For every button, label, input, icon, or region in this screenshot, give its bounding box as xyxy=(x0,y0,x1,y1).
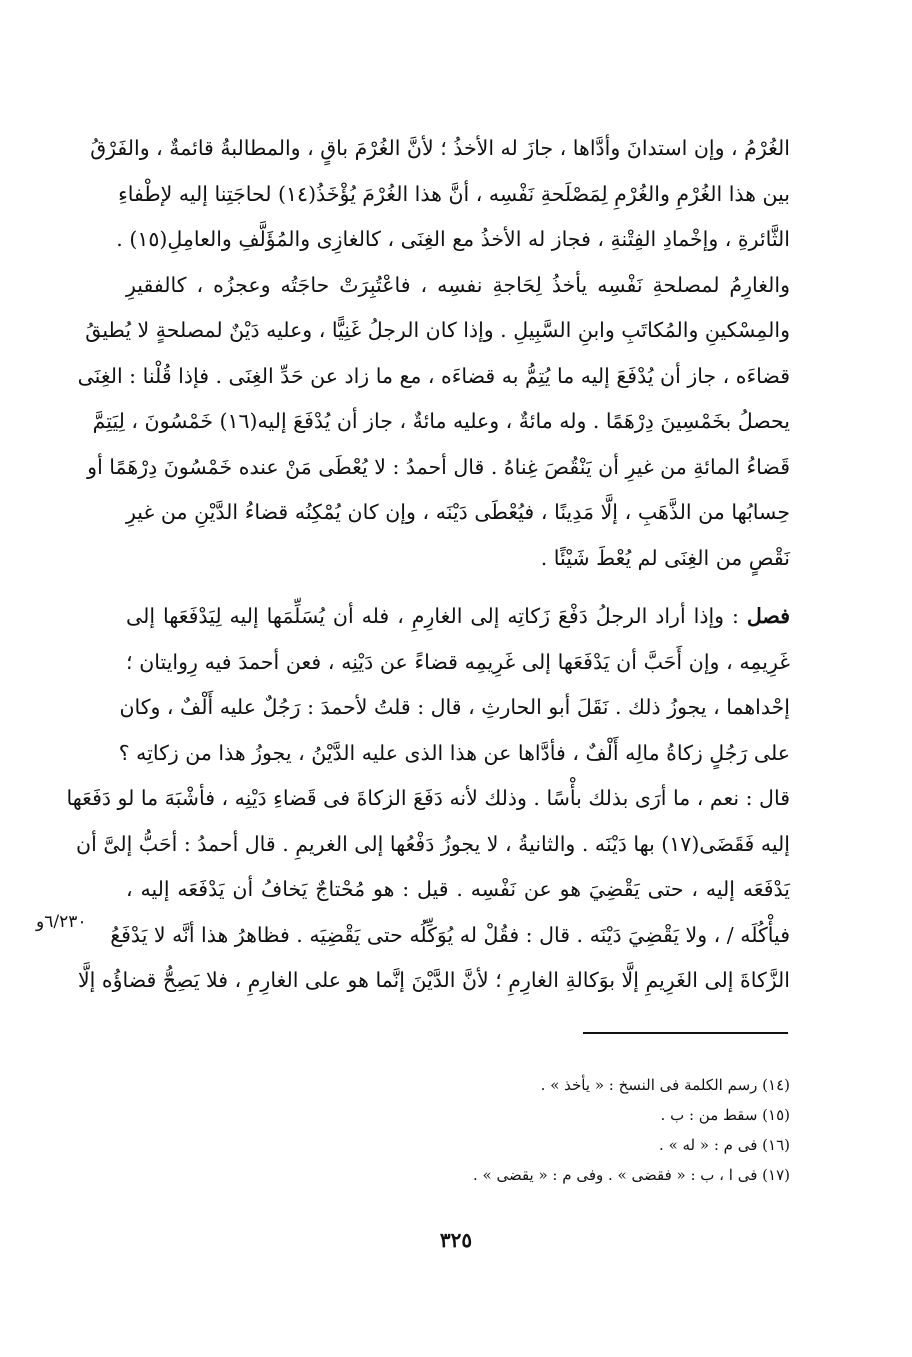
text-line: الزَّكاةَ إلى الغَرِيمِ إلَّا بوَكالةِ الغارِمِ ؛ لأنَّ الدَّيْنَ إنَّما هو على الغارِمِ ، فلا يَصِحُّ قضاؤُه إلَّا xyxy=(77,968,790,992)
text-line: والمِسْكينِ والمُكاتَبِ وابنِ السَّبِيلِ . وإذا كان الرجلُ غَنِيًّا ، وعليه دَيْنٌ لمصلحةٍ لا يُطيقُ xyxy=(85,318,790,342)
main-paragraph-2 xyxy=(66,594,790,1004)
text-line xyxy=(126,594,790,640)
footnote: (١٦) فى م : « له » . xyxy=(659,1136,790,1154)
main-paragraph-1 xyxy=(77,126,790,581)
text-line: نَقْصٍ من الغِنَى لم يُعْطَ شَيْئًا . xyxy=(540,545,790,570)
text-line: حِسابُها من الذَّهَبِ ، إلَّا مَدِينًا ، فيُعْطَى دَيْنَه ، وإن كان يُمْكِنُه قضاءُ الدَّيْنِ من غيرِ xyxy=(126,500,790,524)
text-line: إليه فَقَضَى(١٧) بها دَيْنَه . والثانيةُ ، لا يجوزُ دَفْعُها إلى الغريمِ . قال أحمدُ : أحَبُّ إلىَّ أن xyxy=(76,831,790,856)
footnote: (١٧) فى ا ، ب : « فقضى » . وفى م : « يقضى » . xyxy=(472,1166,790,1184)
text-line: يحصلُ بخَمْسِينَ دِرْهَمًا . وله مائةٌ ، وعليه مائةٌ ، جاز أن يُدْفَعَ إليه(١٦) خَمْسُونَ ، لِيَتِمَّ xyxy=(92,409,790,433)
text-line: الثَّائرةِ ، وإخْمادِ الفِتْنةِ ، فجاز له الأخذُ مع الغِنَى ، كالغازِى والمُؤَلَّفِ والعامِلِ(١٥) . xyxy=(116,227,790,251)
text-line: إحْداهما ، يجوزُ ذلك . نَقَلَ أبو الحارثِ ، قال : قلتُ لأحمدَ : رَجُلٌ عليه أَلْفٌ ، وكان xyxy=(119,695,790,719)
text-line: قال : نعم ، ما أرَى بذلك بأْسًا . وذلك لأنه دَفَعَ الزكاةَ فى قَضاءِ دَيْنِه ، فأشْبَهَ ما لو دَفَعَها xyxy=(66,786,790,810)
footnote-divider xyxy=(583,1032,788,1034)
text-line: والغارِمُ لمصلحةِ نَفْسِه يأخذُ لِحَاجةِ نفسِه ، فاعْتُبِرَتْ حاجَتُه وعجزُه ، كالفقيرِ xyxy=(126,272,790,297)
text-line: الغُرْمُ ، وإن استدانَ وأدَّاها ، جازَ له الأخذُ ؛ لأنَّ الغُرْمَ باقٍ ، والمطالبةُ قائمةٌ ، والفَرْقُ xyxy=(90,136,790,160)
text-line: بين هذا الغُرْمِ والغُرْمِ لِمَصْلَحةِ نَفْسِه ، أنَّ هذا الغُرْمَ يُؤْخَذُ(١٤) لحاجَتِنا إليه لإطْفاءِ xyxy=(118,181,790,206)
page-number: ٣٢٥ xyxy=(439,1228,473,1252)
text-line: على رَجُلٍ زكاةُ مالِه أَلْفٌ ، فأدَّاها عن هذا الذى عليه الدَّيْنُ ، يجوزُ هذا من زكاتِه ؟ xyxy=(118,740,790,765)
footnote: (١٤) رسم الكلمة فى النسخ : « يأخذ » . xyxy=(540,1076,790,1094)
footnote: (١٥) سقط من : ب . xyxy=(660,1106,790,1124)
text-line: فيأْكُلَه / ، ولا يَقْضِيَ دَيْنَه . قال : فقُلْ له يُوَكِّلُه حتى يَقْضِيَه . فظاهرُ هذا أنَّه لا يَدْفَعُ xyxy=(110,922,790,947)
footnotes xyxy=(300,1070,790,1190)
text-line: قَضاءُ المائةِ من غيرِ أن يَنْقُصَ غِناهُ . قال أحمدُ : لا يُعْطَى مَنْ عنده خَمْسُونَ دِرْهَمًا أو xyxy=(87,454,790,479)
text-line: قضاءَه ، جاز أن يُدْفَعَ إليه ما يُتِمُّ به قضاءَه ، مع ما زاد عن حَدِّ الغِنَى . فإذا قُلْنا : الغِنَى xyxy=(77,363,790,388)
section-keyword: فصل xyxy=(746,604,790,628)
text-line: يَدْفَعَه إليه ، حتى يَقْضِيَ هو عن نَفْسِه . قيل : هو مُحْتاجٌ يَخافُ أن يَدْفَعَه إليه ، xyxy=(126,877,790,901)
text-line-rest: : وإذا أراد الرجلُ دَفْعَ زَكاتِه إلى الغارِمِ ، فله أن يُسَلِّمَها إليه لِيَدْفَعَها إلى xyxy=(126,604,747,628)
manuscript-folio-note: ٦/٢٣٠و xyxy=(36,912,87,932)
text-line: غَرِيمِه ، وإن أَحَبَّ أن يَدْفَعَها إلى غَرِيمِه قضاءً عن دَيْنِه ، فعن أحمدَ فيه رِوايتان ؛ xyxy=(126,649,790,674)
